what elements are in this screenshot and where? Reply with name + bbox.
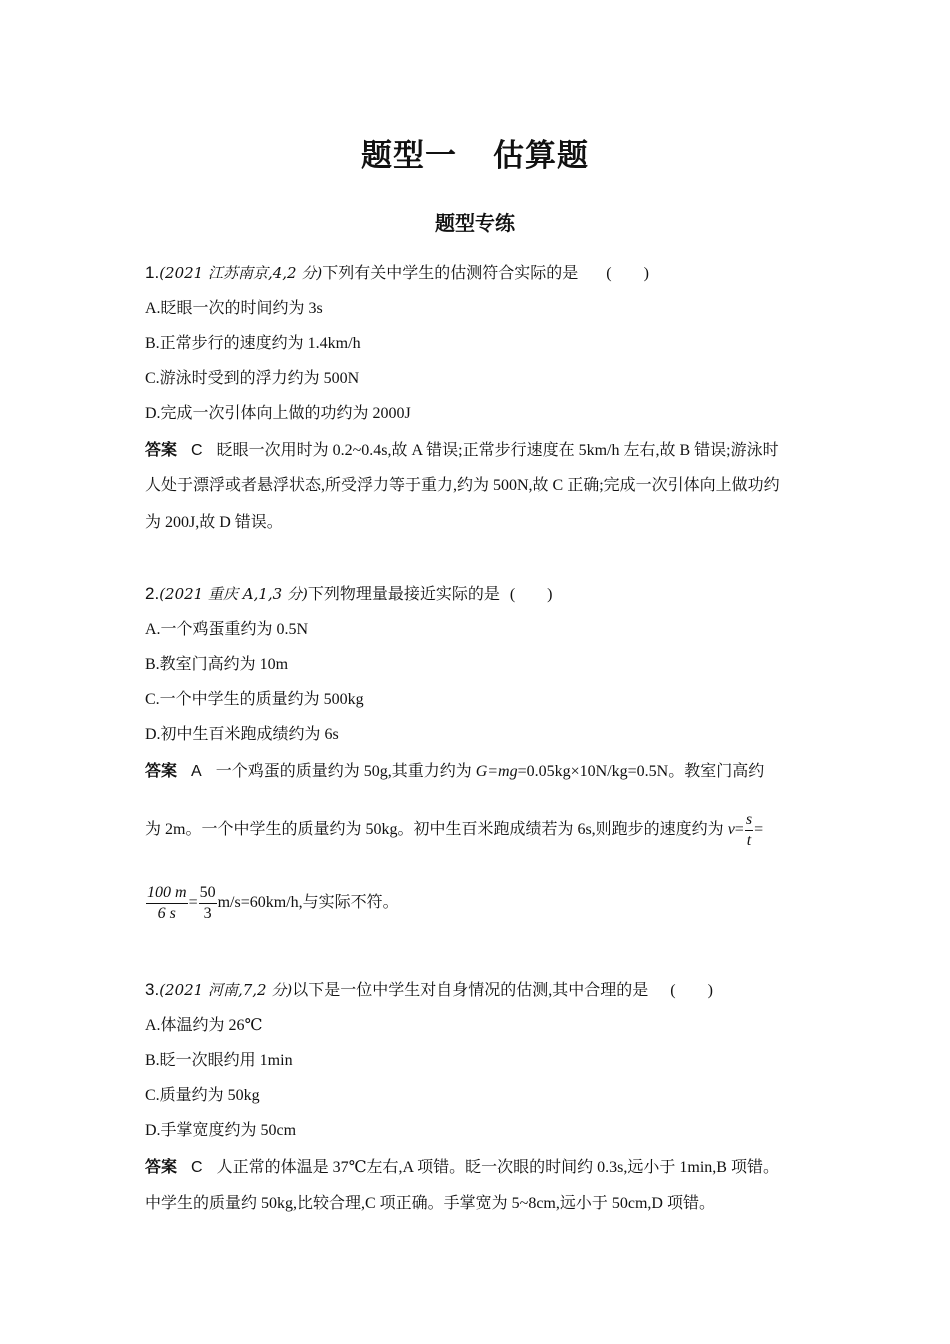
- question-text: 下列物理量最接近实际的是: [307, 586, 500, 603]
- answer-label: 答案: [145, 1157, 178, 1176]
- title-part2: 估算题: [493, 138, 589, 174]
- question-number: 2.: [145, 584, 160, 603]
- answer-line-1: [145, 440, 779, 461]
- fraction-denominator: 6 s: [157, 904, 176, 922]
- equals-sign: =: [754, 821, 764, 838]
- option-a: A.一个鸡蛋重约为 0.5N: [145, 621, 309, 638]
- fraction-numerator: 50: [199, 883, 217, 904]
- answer-blank: ( ): [670, 982, 713, 999]
- fraction-s-over-t: [745, 810, 753, 851]
- option-c: C.一个中学生的质量约为 500kg: [145, 691, 364, 708]
- answer-letter: C: [191, 442, 203, 459]
- page-title: [0, 130, 950, 175]
- title-part1: 题型一: [361, 138, 457, 174]
- fraction-numerator: s: [745, 810, 753, 831]
- section-subtitle: 题型专练: [435, 211, 515, 235]
- answer-line-1: [145, 761, 764, 782]
- answer-label: 答案: [145, 761, 178, 780]
- question-source: (2021 河南,7,2 分): [159, 981, 293, 999]
- option-b: B.正常步行的速度约为 1.4km/h: [145, 335, 361, 352]
- explanation-text: 为 2m。一个中学生的质量约为 50kg。初中生百米跑成绩若为 6s,则跑步的速度约为: [145, 821, 728, 838]
- option-c: C.游泳时受到的浮力约为 500N: [145, 370, 360, 387]
- answer-blank: ( ): [606, 265, 649, 282]
- answer-label: 答案: [145, 440, 178, 459]
- explanation-line-3: 为 200J,故 D 错误。: [145, 514, 283, 531]
- option-b: B.教室门高约为 10m: [145, 656, 289, 673]
- explanation-text: =0.05kg×10N/kg=0.5N。教室门高约: [517, 763, 765, 780]
- answer-line-1: [145, 1157, 779, 1178]
- explanation-line-2: 中学生的质量约 50kg,比较合理,C 项正确。手掌宽为 5~8cm,远小于 50cm,D 项错。: [145, 1195, 715, 1212]
- option-b: B.眨一次眼约用 1min: [145, 1052, 293, 1069]
- question-number: 3.: [145, 980, 160, 999]
- answer-letter: A: [191, 763, 202, 780]
- question-source: (2021 重庆 A,1,3 分): [159, 585, 308, 603]
- fraction-numerator: 100 m: [146, 883, 188, 904]
- fraction-denominator: 3: [203, 904, 212, 922]
- explanation-text: 眨眼一次用时为 0.2~0.4s,故 A 错误;正常步行速度在 5km/h 左右,故 B 错误;游泳时: [216, 442, 779, 459]
- question-source: (2021 江苏南京,4,2 分): [159, 264, 323, 282]
- explanation-text: 一个鸡蛋的质量约为 50g,其重力约为: [215, 763, 476, 780]
- explanation-text: 人正常的体温是 37℃左右,A 项错。眨一次眼的时间约 0.3s,远小于 1min,B 项错。: [216, 1159, 779, 1176]
- answer-blank: ( ): [509, 586, 553, 603]
- fraction-distance-over-time: [146, 883, 188, 924]
- velocity-symbol: v: [727, 821, 735, 838]
- option-d: D.手掌宽度约为 50cm: [145, 1122, 297, 1139]
- question-3-stem: [145, 980, 713, 1001]
- option-d: D.完成一次引体向上做的功约为 2000J: [145, 405, 411, 422]
- question-number: 1.: [145, 263, 160, 282]
- option-d: D.初中生百米跑成绩约为 6s: [145, 726, 339, 743]
- equals-sign: =: [734, 821, 744, 838]
- question-1-stem: [145, 263, 649, 284]
- explanation-line-2: [145, 808, 763, 852]
- option-c: C.质量约为 50kg: [145, 1087, 260, 1104]
- question-text: 下列有关中学生的估测符合实际的是: [322, 265, 579, 282]
- fraction-fifty-thirds: [199, 883, 217, 924]
- explanation-line-2: 人处于漂浮或者悬浮状态,所受浮力等于重力,约为 500N,故 C 正确;完成一次引体向上做功约: [145, 477, 780, 494]
- fraction-denominator: t: [746, 831, 752, 849]
- explanation-line-3: $\frac{100 m}{6 s}$ = $\frac{50}{3}$ m/s=60km/h,与实际不符。: [147, 883, 399, 922]
- option-a: A.体温约为 26℃: [145, 1017, 263, 1034]
- option-a: A.眨眼一次的时间约为 3s: [145, 300, 323, 317]
- answer-letter: C: [191, 1159, 203, 1176]
- explanation-text: m/s=60km/h,与实际不符。: [217, 894, 399, 911]
- question-text: 以下是一位中学生对自身情况的估测,其中合理的是: [292, 982, 649, 999]
- question-2-stem: [145, 584, 553, 605]
- formula: G=mg: [475, 763, 518, 780]
